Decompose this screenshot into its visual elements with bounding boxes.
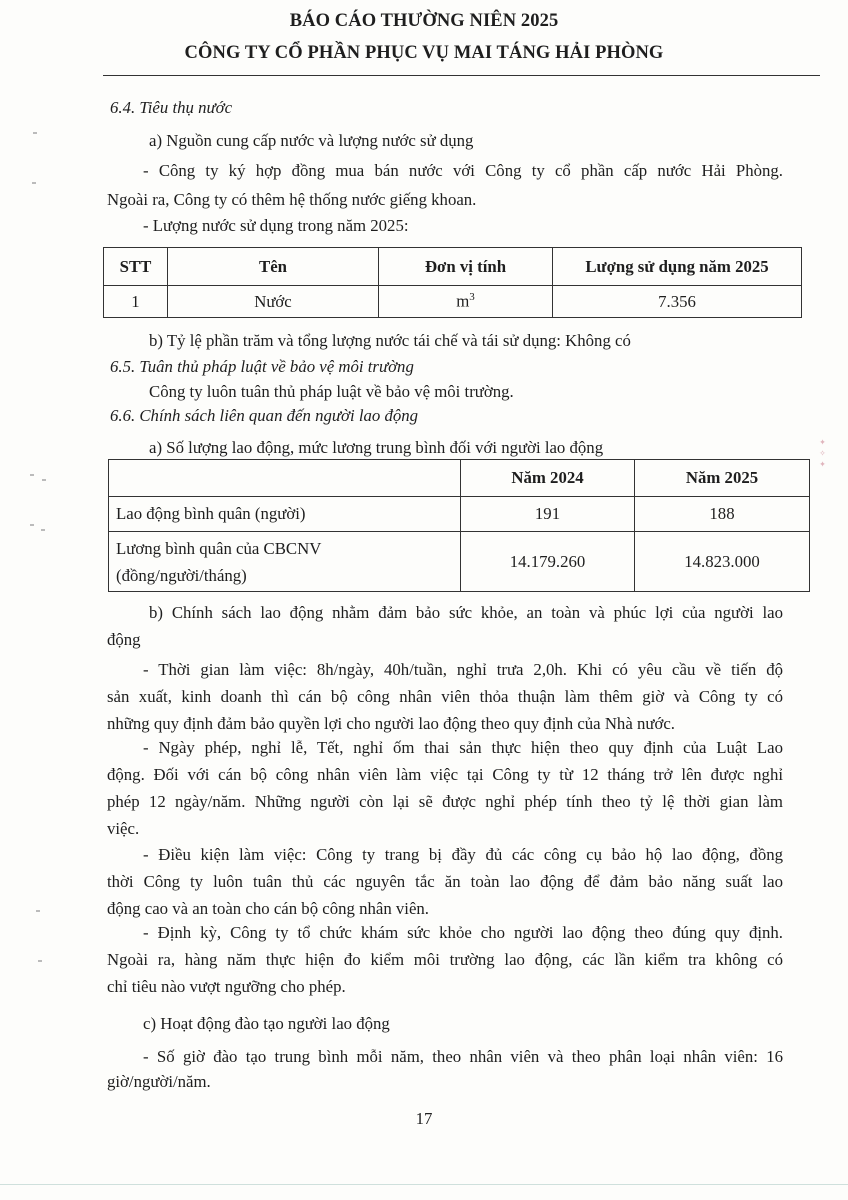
section-heading-6-6: 6.6. Chính sách liên quan đến người lao động: [110, 406, 419, 425]
paragraph-line: thời Công ty luôn tuân thủ các nguyên tắc ăn toàn lao động để đảm bảo năng suất lao: [107, 872, 783, 891]
paragraph-line: - Định kỳ, Công ty tổ chức khám sức khỏe cho người lao động theo đúng quy định.: [143, 923, 783, 942]
section-heading-6-5: 6.5. Tuân thủ pháp luật về bảo vệ môi trường: [110, 357, 414, 376]
paragraph-line: phép 12 ngày/năm. Những người còn lại sẽ được nghỉ phép tính theo tỷ lệ thời gian làm: [107, 792, 783, 811]
column-header: Năm 2024: [461, 460, 635, 497]
footer-divider: [0, 1184, 848, 1185]
cell-2025: 14.823.000: [635, 532, 810, 592]
water-usage-table: [103, 247, 802, 318]
scan-speck: [42, 479, 46, 481]
paragraph-line: giờ/người/năm.: [107, 1072, 211, 1091]
row-label-line1: Lương bình quân của CBCNV: [116, 538, 322, 558]
scan-speck: [41, 529, 45, 531]
column-header: STT: [104, 248, 168, 286]
cell-2025: 188: [635, 497, 810, 532]
subsection-b-labor-policy: b) Chính sách lao động nhằm đảm bảo sức khỏe, an toàn và phúc lợi của người lao: [149, 603, 783, 622]
table-row: [109, 497, 810, 532]
row-label: [109, 532, 461, 592]
subsection-a-water-source: a) Nguồn cung cấp nước và lượng nước sử dụng: [149, 131, 474, 150]
paragraph-line: những quy định đảm bảo quyền lợi cho người lao động theo quy định của Nhà nước.: [107, 714, 675, 733]
company-name: CÔNG TY CỔ PHẦN PHỤC VỤ MAI TÁNG HẢI PHÒNG: [184, 43, 664, 63]
paragraph-line: Ngoài ra, Công ty có thêm hệ thống nước giếng khoan.: [107, 190, 477, 209]
paragraph-line: động cao và an toàn cho cán bộ công nhân viên.: [107, 899, 429, 918]
paragraph-line: - Lượng nước sử dụng trong năm 2025:: [143, 216, 409, 235]
scan-speck: [33, 132, 37, 134]
labor-salary-table: [108, 459, 810, 592]
row-label-line2: (đồng/người/tháng): [116, 565, 247, 585]
unit-superscript: 3: [469, 291, 475, 304]
column-header: [109, 460, 461, 497]
cell-2024: 14.179.260: [461, 532, 635, 592]
paragraph-line: việc.: [107, 819, 140, 838]
section-heading-6-4: 6.4. Tiêu thụ nước: [110, 98, 233, 117]
report-title: BÁO CÁO THƯỜNG NIÊN 2025: [289, 11, 559, 31]
cell-unit: [379, 286, 553, 318]
paragraph-line: chỉ tiêu nào vượt ngưỡng cho phép.: [107, 977, 346, 996]
paragraph-line: động. Đối với cán bộ công nhân viên làm việc tại Công ty từ 12 tháng trở lên được nghỉ: [107, 765, 783, 784]
paragraph-line: - Ngày phép, nghỉ lễ, Tết, nghỉ ốm thai sản thực hiện theo quy định của Luật Lao: [143, 738, 783, 757]
table-header-row: [104, 248, 802, 286]
scan-speck: [36, 910, 40, 912]
scan-speck: [38, 960, 42, 962]
table-row: [109, 532, 810, 592]
row-label: Lao động bình quân (người): [109, 497, 461, 532]
subsection-b-recycled-water: b) Tỷ lệ phần trăm và tổng lượng nước tái chế và tái sử dụng: Không có: [149, 331, 631, 350]
column-header: Năm 2025: [635, 460, 810, 497]
column-header: Đơn vị tính: [379, 248, 553, 286]
table-header-row: [109, 460, 810, 497]
faint-stamp-mark: ✦ ✧ ✦: [818, 437, 827, 468]
paragraph-line: động: [107, 630, 141, 649]
cell-stt: 1: [104, 286, 168, 318]
paragraph-line: Công ty luôn tuân thủ pháp luật về bảo vệ môi trường.: [149, 382, 514, 401]
paragraph-line: - Số giờ đào tạo trung bình mỗi năm, theo nhân viên và theo phân loại nhân viên: 16: [143, 1047, 783, 1066]
header-divider: [103, 75, 820, 76]
unit-text: m: [456, 291, 470, 311]
paragraph-line: Ngoài ra, hàng năm thực hiện đo kiểm môi trường lao động, các lần kiểm tra không có: [107, 950, 783, 969]
scan-speck: [30, 524, 34, 526]
cell-2024: 191: [461, 497, 635, 532]
scan-speck: [32, 182, 36, 184]
subsection-a-labor: a) Số lượng lao động, mức lương trung bình đối với người lao động: [149, 438, 604, 457]
paragraph-line: sản xuất, kinh doanh thì cán bộ công nhân viên thỏa thuận làm thêm giờ và Công ty có: [107, 687, 783, 706]
column-header: Tên: [168, 248, 379, 286]
cell-value: 7.356: [553, 286, 802, 318]
column-header: Lượng sử dụng năm 2025: [553, 248, 802, 286]
cell-name: Nước: [168, 286, 379, 318]
table-row: [104, 286, 802, 318]
paragraph-line: - Điều kiện làm việc: Công ty trang bị đầy đủ các công cụ bảo hộ lao động, đồng: [143, 845, 783, 864]
subsection-c-training: c) Hoạt động đào tạo người lao động: [143, 1014, 390, 1033]
paragraph-line: - Công ty ký hợp đồng mua bán nước với Công ty cổ phần cấp nước Hải Phòng.: [143, 161, 783, 180]
scan-speck: [30, 474, 34, 476]
paragraph-line: - Thời gian làm việc: 8h/ngày, 40h/tuần, nghỉ trưa 2,0h. Khi có yêu cầu về tiến độ: [143, 660, 783, 679]
page-number: 17: [415, 1109, 433, 1128]
